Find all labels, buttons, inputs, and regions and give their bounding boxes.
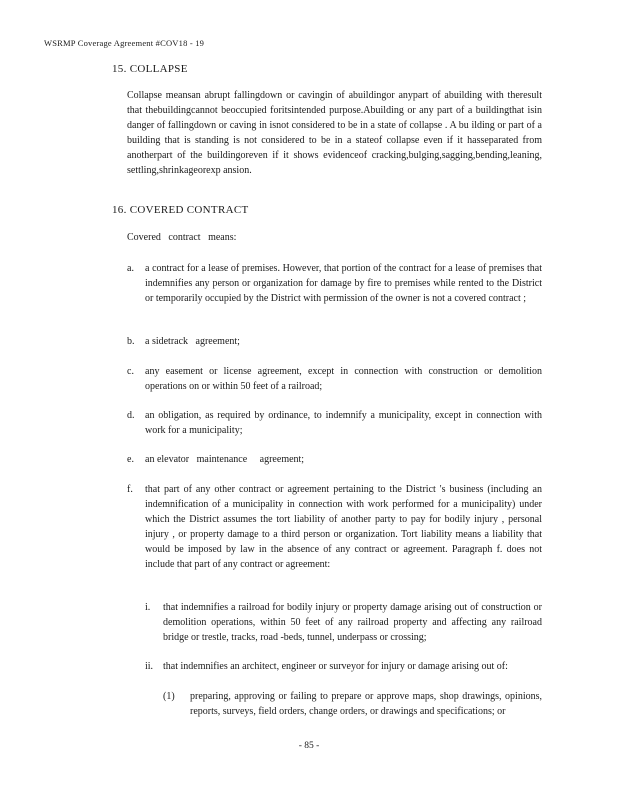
subsubitem-1-text: preparing, approving or failing to prepare or approve maps, shop drawings, opinions, reports, surveys, field orders, change orders, or drawings and specifications; or xyxy=(190,691,542,717)
document-header: WSRMP Coverage Agreement #COV18 - 19 xyxy=(44,38,205,48)
subitem-i-label: i. xyxy=(145,602,151,613)
subsubitem-1-label: (1) xyxy=(163,691,175,702)
item-f-text: that part of any other contract or agreement pertaining to the District 's business (including an indemnification of a municipality in connection with work performed for a municipality) under which the District assumes the tort liability of another party to pay for bodily injury , personal injury , or property damage to a third person or organization. Tort liability means a liability that would be imposed by law in the absence of any contract or agreement. Paragraph f. does not include that part of any contract or agreement: xyxy=(145,484,542,570)
item-f-label: f. xyxy=(127,484,133,495)
page-number: - 85 - xyxy=(298,741,320,751)
item-c-label: c. xyxy=(127,366,134,377)
section-16-heading: 16. COVERED CONTRACT xyxy=(112,204,249,216)
item-e-label: e. xyxy=(127,454,134,465)
subitem-ii-label: ii. xyxy=(145,661,154,672)
item-d-text: an obligation, as required by ordinance, to indemnify a municipality, except in connection with work for a municipality; xyxy=(145,410,542,436)
subitem-i-text: that indemnifies a railroad for bodily injury or property damage arising out of construction or demolition operations, within 50 feet of any railroad property and affecting any railroad bridge or trestle, tracks, road -beds, tunnel, underpass or crossing; xyxy=(163,602,542,643)
item-b-label: b. xyxy=(127,336,135,347)
item-e-text: an elevator maintenance agreement; xyxy=(145,454,305,465)
section-15-body: Collapse meansan abrupt fallingdown or cavingin of abuildingor anypart of abuilding with theresult that thebuildingcannot beoccupied foritsintended purpose.Abuilding or any part of a buildingthat isin danger of fallingdown or caving in isnot considered to be in a state of collapse . A bu ilding or part of a building that is standing is not considered to be in a stateof collapse even if it hasseparated from anotherpart of the buildingoreven if it shows evidenceof cracking,bulging,sagging,bending,leaning, settling,shrinkageorexp ansion. xyxy=(127,90,542,176)
subitem-ii-text: that indemnifies an architect, engineer or surveyor for injury or damage arising out of: xyxy=(163,661,508,672)
item-a-label: a. xyxy=(127,263,134,274)
item-d-label: d. xyxy=(127,410,135,421)
section-16-intro: Covered contract means: xyxy=(127,232,237,243)
section-15-heading: 15. COLLAPSE xyxy=(112,63,188,75)
item-a-text: a contract for a lease of premises. However, that portion of the contract for a lease of premises that indemnifies any person or organization for damage by fire to premises while rented to the District or temporarily occupied by the District with permission of the owner is not a covered contract ; xyxy=(145,263,542,304)
item-b-text: a sidetrack agreement; xyxy=(145,336,240,347)
item-c-text: any easement or license agreement, except in connection with construction or demolition operations on or within 50 feet of a railroad; xyxy=(145,366,542,392)
